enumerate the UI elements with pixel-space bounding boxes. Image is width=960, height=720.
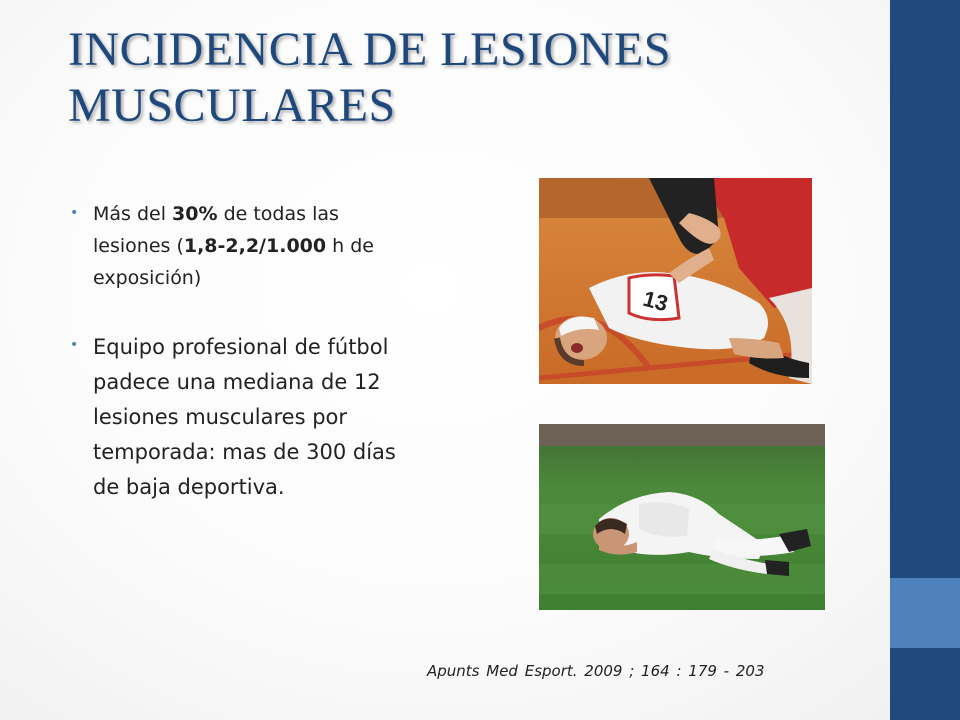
basketball-injury-photo bbox=[539, 178, 812, 384]
bullet-list bbox=[68, 198, 408, 505]
bullet-text-part: de todas las lesiones ( bbox=[93, 203, 339, 257]
slide-title-line-1: INCIDENCIA DE LESIONES bbox=[68, 23, 671, 76]
bullet-text-2: Equipo profesional de fútbol padece una mediana de 12 lesiones musculares por temporada: mas de 300 días de baja deportiva. bbox=[93, 335, 396, 499]
football-injury-photo bbox=[539, 424, 825, 610]
right-band-accent bbox=[890, 578, 960, 648]
bullet-item bbox=[68, 330, 408, 505]
bullet-text-part: h de exposición) bbox=[93, 235, 374, 289]
bullet-text-bold: 30% bbox=[172, 203, 218, 225]
bullet-marker: • bbox=[70, 337, 79, 353]
jersey-number: 13 bbox=[640, 285, 671, 317]
slide-title bbox=[68, 22, 868, 134]
bullet-marker: • bbox=[70, 205, 79, 221]
slide-title-line-2: MUSCULARES bbox=[68, 79, 396, 132]
bullet-text-bold: 1,8-2,2/1.000 bbox=[183, 235, 327, 257]
bullet-text-1 bbox=[93, 203, 374, 289]
bullet-item bbox=[68, 198, 408, 294]
citation: Apunts Med Esport. 2009 ; 164 : 179 - 203 bbox=[427, 662, 765, 680]
right-band bbox=[890, 0, 960, 720]
bullet-text-part: Más del bbox=[93, 203, 173, 225]
